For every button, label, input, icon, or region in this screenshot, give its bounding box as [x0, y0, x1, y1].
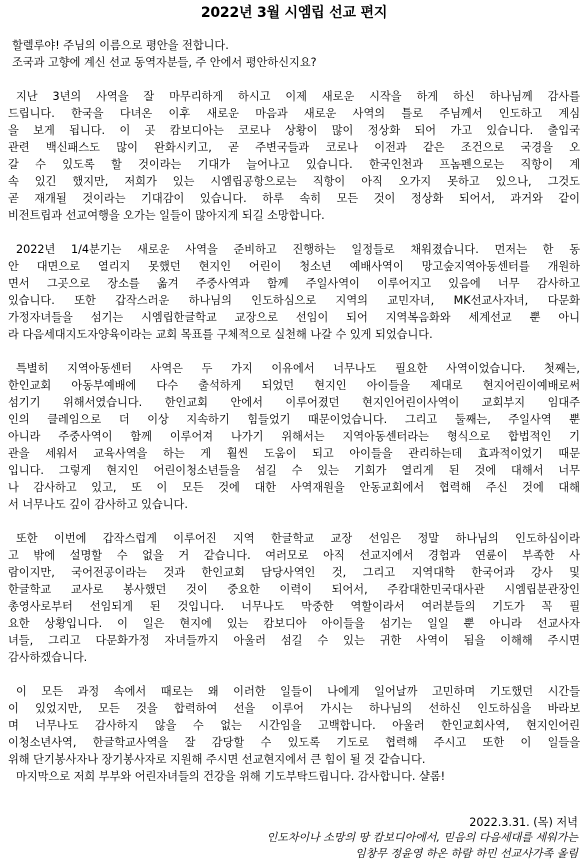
paragraph-line: 나 감사하고 있고, 또 이 모든 것에 대한 사역재원을 안동교회에서 협력해 주신 것에 대해: [8, 481, 580, 494]
paragraph-line: 라 다음세대지도자양육이라는 교회 목표를 구체적으로 실천해 나갈 수 있게 되었습니다.: [8, 328, 433, 341]
paragraph-line: 곧 재개될 것이라는 기대감이 있습니다. 하루 속히 모든 것이 정상화 되어서, 과거와 같이: [8, 192, 580, 205]
paragraph-line: 위해 단기봉사자나 장기봉사자로 지원해 주시면 선교현지에서 큰 힘이 될 것 같습니다.: [8, 753, 426, 766]
paragraph-line: 총영사로부터 선임되게 된 것입니다. 너무나도 막중한 역할이라서 여러분들의 기도가 꼭 필: [8, 600, 580, 613]
letter-date: 2022.3.31. (목) 저녁: [469, 816, 578, 829]
paragraph-line: 안 대면으로 열리지 못했던 현지인 어린이 청소년 예배사역이 망고숲지역아동센터를 개원하: [8, 260, 580, 273]
signature-names: 임창무 정윤영 하온 하람 하민 선교사가족 올림: [355, 847, 578, 860]
paragraph-line: 지난 3년의 사역을 잘 마무리하게 하시고 이제 새로운 시작을 하게 하신 하나님께 감사를: [16, 90, 580, 103]
paragraph-line: 또한 이번에 갑작스럽게 이루어진 지역 한글학교 교장 선임은 정말 하나님의 인도하심이라: [16, 532, 580, 545]
paragraph-line: 2022년 1/4분기는 새로운 사역을 준비하고 진행하는 일정들로 채워졌습니다. 먼저는 한 동: [16, 243, 580, 256]
paragraph-line: 한글학교 교사로 봉사했던 것이 중요한 이력이 되어서, 주캄대한민국대사관 시엠립분관장인: [8, 583, 580, 596]
paragraph-line: 관련 백신패스도 많이 완화시키고, 곧 주변국들과 코로나 이전과 같은 조건으로 국경을 오: [8, 141, 580, 154]
paragraph-line: 입니다. 그렇게 현지인 어린이청소년들을 섬길 수 있는 기회가 열리게 된 것에 대해서 너무: [8, 464, 580, 477]
paragraph-line: 요한 상황입니다. 이 일은 현지에 있는 캄보디아 아이들을 섬기는 일일 뿐 아니라 선교사자: [8, 617, 580, 630]
paragraph-line: 속 있긴 했지만, 저희가 있는 시엠립공항으로는 직항이 아직 오가지 못하고 있으나, 그것도: [8, 175, 580, 188]
paragraph-line: 마지막으로 저희 부부와 어린자녀들의 건강을 위해 기도부탁드립니다. 감사합니다. 샬롬!: [16, 770, 446, 783]
paragraph-line: 비전트립과 선교여행을 오가는 일들이 많아지게 되길 소망합니다.: [8, 209, 325, 222]
paragraph-line: 드립니다. 한국을 다녀온 이후 새로운 마음과 새로운 사역의 틀로 주님께서 인도하고 계심: [8, 107, 580, 120]
paragraph-line: 람이지만, 국어전공이라는 것과 한인교회 담당사역인 것, 그리고 지역대학 한국어과 강사 및: [8, 566, 580, 579]
greeting-line: 할렐루야! 주님의 이름으로 평안을 전합니다.: [12, 39, 229, 52]
paragraph-line: 서 너무나도 깊이 감사하고 있습니다.: [8, 498, 188, 511]
paragraph: [8, 360, 580, 513]
paragraph-line: 갈 수 있도록 할 것이라는 기대가 늘어나고 있습니다. 한국인천과 프놈펜으로는 직항이 계: [8, 158, 580, 171]
paragraph-line: 섬기기 위해서였습니다. 한인교회 안에서 이루어졌던 현지인어린이사역이 교회부지 임대주: [8, 396, 580, 409]
signature-line: 인도차이나 소망의 땅 캄보디아에서, 믿음의 다음세대를 세워가는: [266, 831, 578, 844]
paragraph-line: 이 있었지만, 모든 것을 합력하여 선을 이루어 가시는 하나님의 선하신 인도하심을 바라보: [8, 702, 580, 715]
paragraph-line: 을 보게 됩니다. 이 곳 캄보디아는 코로나 상황이 많이 정상화 되어 가고 있습니다. 출입국: [8, 124, 580, 137]
paragraph-line: 인의 클레임으로 더 이상 지속하기 힘들었기 때문이었습니다. 그리고 둘째는, 주일사역 뿐: [8, 413, 580, 426]
letter-body: [8, 37, 580, 785]
paragraph: [8, 88, 580, 224]
paragraph-line: 이 모든 과정 속에서 때로는 왜 이러한 일들이 나에게 일어날까 고민하며 기도했던 시간들: [16, 685, 580, 698]
paragraph-line: 이청소년사역, 한글학교사역을 잘 감당할 수 있도록 기도로 협력해 주시고 또한 이 일들을: [8, 736, 580, 749]
paragraph-line: 한인교회 아동부예배에 다수 출석하게 되었던 현지인 아이들을 제대로 현지어린이예배로써: [8, 379, 580, 392]
paragraph-line: 아니라 주중사역이 함께 이루어져 나가기 위해서는 지역아동센터라는 형식으로 합법적인 기: [8, 430, 580, 443]
paragraph-line: 가정자녀들을 섬기는 시엠립한글학교 교장으로 선임이 되어 지역복음화와 세계선교 뿐 아니: [8, 311, 580, 324]
paragraph-line: 특별히 지역아동센터 사역은 두 가지 이유에서 너무나도 필요한 사역이었습니다. 첫째는,: [16, 362, 580, 375]
paragraph-line: 있습니다. 또한 갑작스러운 하나님의 인도하심으로 지역의 교민자녀, MK선교사자녀, 다문화: [8, 294, 580, 307]
paragraph-line: 녀들, 그리고 다문화가정 자녀들까지 아울러 섬길 수 있는 귀한 사역이 됨을 이해해 주시면: [8, 634, 580, 647]
paragraph-line: 관을 세워서 교육사역을 하는 게 훨씬 도움이 되고 아이들을 관리하는데 효과적이었기 때문: [8, 447, 580, 460]
paragraph: [8, 530, 580, 666]
paragraph: [8, 683, 580, 785]
paragraph: [8, 241, 580, 343]
letter-title: 2022년 3월 시엠립 선교 편지: [200, 5, 388, 21]
paragraph-line: 며 너무나도 감사하지 않을 수 없는 시간임을 고백합니다. 아울러 한인교회사역, 현지인어린: [8, 719, 580, 732]
paragraph-line: 면서 그곳으로 장소를 옮겨 주중사역과 함께 주일사역이 이루어지고 있음에 너무 감사하고: [8, 277, 580, 290]
greeting-line: 조국과 고향에 계신 선교 동역자분들, 주 안에서 평안하신지요?: [12, 56, 317, 69]
paragraph-line: 감사하겠습니다.: [8, 651, 88, 664]
paragraph-line: 고 밖에 설명할 수 없을 거 같습니다. 여러모로 아직 선교지에서 경험과 연륜이 부족한 사: [8, 549, 580, 562]
